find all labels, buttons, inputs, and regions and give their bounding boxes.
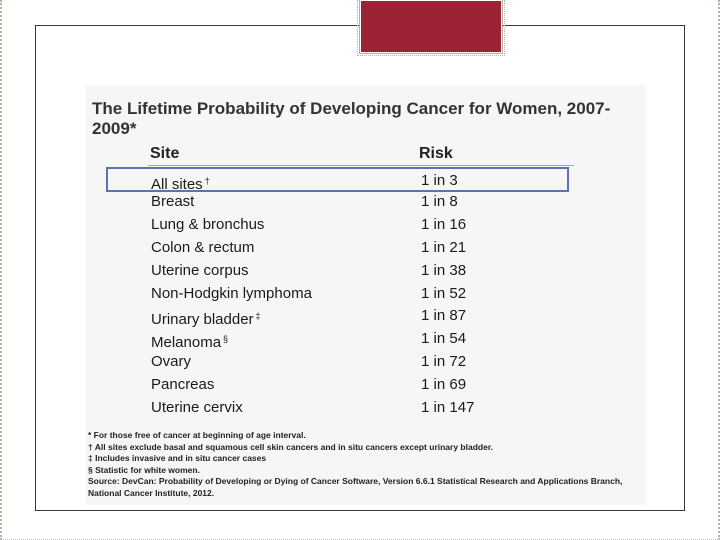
footnote-mark: † <box>204 176 210 186</box>
risk-cell: 1 in 8 <box>421 193 458 210</box>
site-cell <box>151 191 194 213</box>
table-row <box>0 260 600 282</box>
footnote-mark: ‡ <box>255 311 261 321</box>
slide-title: The Lifetime Probability of Developing Cancer for Women, 2007-2009* <box>92 99 611 138</box>
risk-cell: 1 in 54 <box>421 330 467 347</box>
footnote-line: † All sites exclude basal and squamous cell skin cancers and in situ cancers except urinary bladder. <box>88 441 494 452</box>
risk-cell: 1 in 3 <box>421 172 458 189</box>
source-note: Source: DevCan: Probability of Developing or Dying of Cancer Software, Version 6.6.1 Statistical Research and Applications Branch, National Cancer Institute, 2012. <box>88 476 623 498</box>
risk-cell: 1 in 21 <box>421 239 467 256</box>
column-header-risk: Risk <box>419 145 453 162</box>
table-row <box>0 283 600 305</box>
table-row <box>0 237 600 259</box>
site-name: Breast <box>151 193 195 210</box>
site-cell <box>151 397 243 419</box>
site-name: Urinary bladder <box>151 311 254 328</box>
column-header-site: Site <box>150 145 180 162</box>
site-name: Melanoma <box>151 334 222 351</box>
site-cell <box>151 374 214 396</box>
site-cell <box>151 260 249 282</box>
site-name: Ovary <box>151 353 192 370</box>
site-cell <box>151 214 264 236</box>
table-row <box>0 397 600 419</box>
site-name: Uterine cervix <box>151 399 243 416</box>
table-row <box>0 328 600 350</box>
table-row <box>0 170 600 192</box>
site-name: All sites <box>151 176 203 193</box>
site-cell <box>151 237 254 259</box>
table-row <box>0 191 600 213</box>
risk-cell: 1 in 16 <box>421 216 467 233</box>
risk-cell: 1 in 38 <box>421 262 467 279</box>
site-name: Non-Hodgkin lymphoma <box>151 285 312 302</box>
risk-cell: 1 in 87 <box>421 307 467 324</box>
table-row <box>0 305 600 327</box>
table-row <box>0 374 600 396</box>
footnote-line: ‡ Includes invasive and in situ cancer cases <box>88 453 267 463</box>
header-rule <box>148 165 574 166</box>
site-name: Lung & bronchus <box>151 216 265 233</box>
risk-cell: 1 in 72 <box>421 353 467 370</box>
footnotes <box>88 430 648 499</box>
footnote-line: § Statistic for white women. <box>88 464 200 475</box>
risk-cell: 1 in 147 <box>421 399 475 416</box>
footnote-mark: § <box>223 334 229 344</box>
site-name: Pancreas <box>151 376 215 393</box>
risk-cell: 1 in 69 <box>421 376 467 393</box>
accent-tab <box>360 0 502 53</box>
site-name: Uterine corpus <box>151 262 249 279</box>
site-name: Colon & rectum <box>151 239 255 256</box>
risk-cell: 1 in 52 <box>421 285 467 302</box>
footnote-line: * For those free of cancer at beginning of age interval. <box>88 430 306 440</box>
site-cell <box>151 351 191 373</box>
table-row <box>0 351 600 373</box>
site-cell <box>151 283 312 305</box>
table-row <box>0 214 600 236</box>
